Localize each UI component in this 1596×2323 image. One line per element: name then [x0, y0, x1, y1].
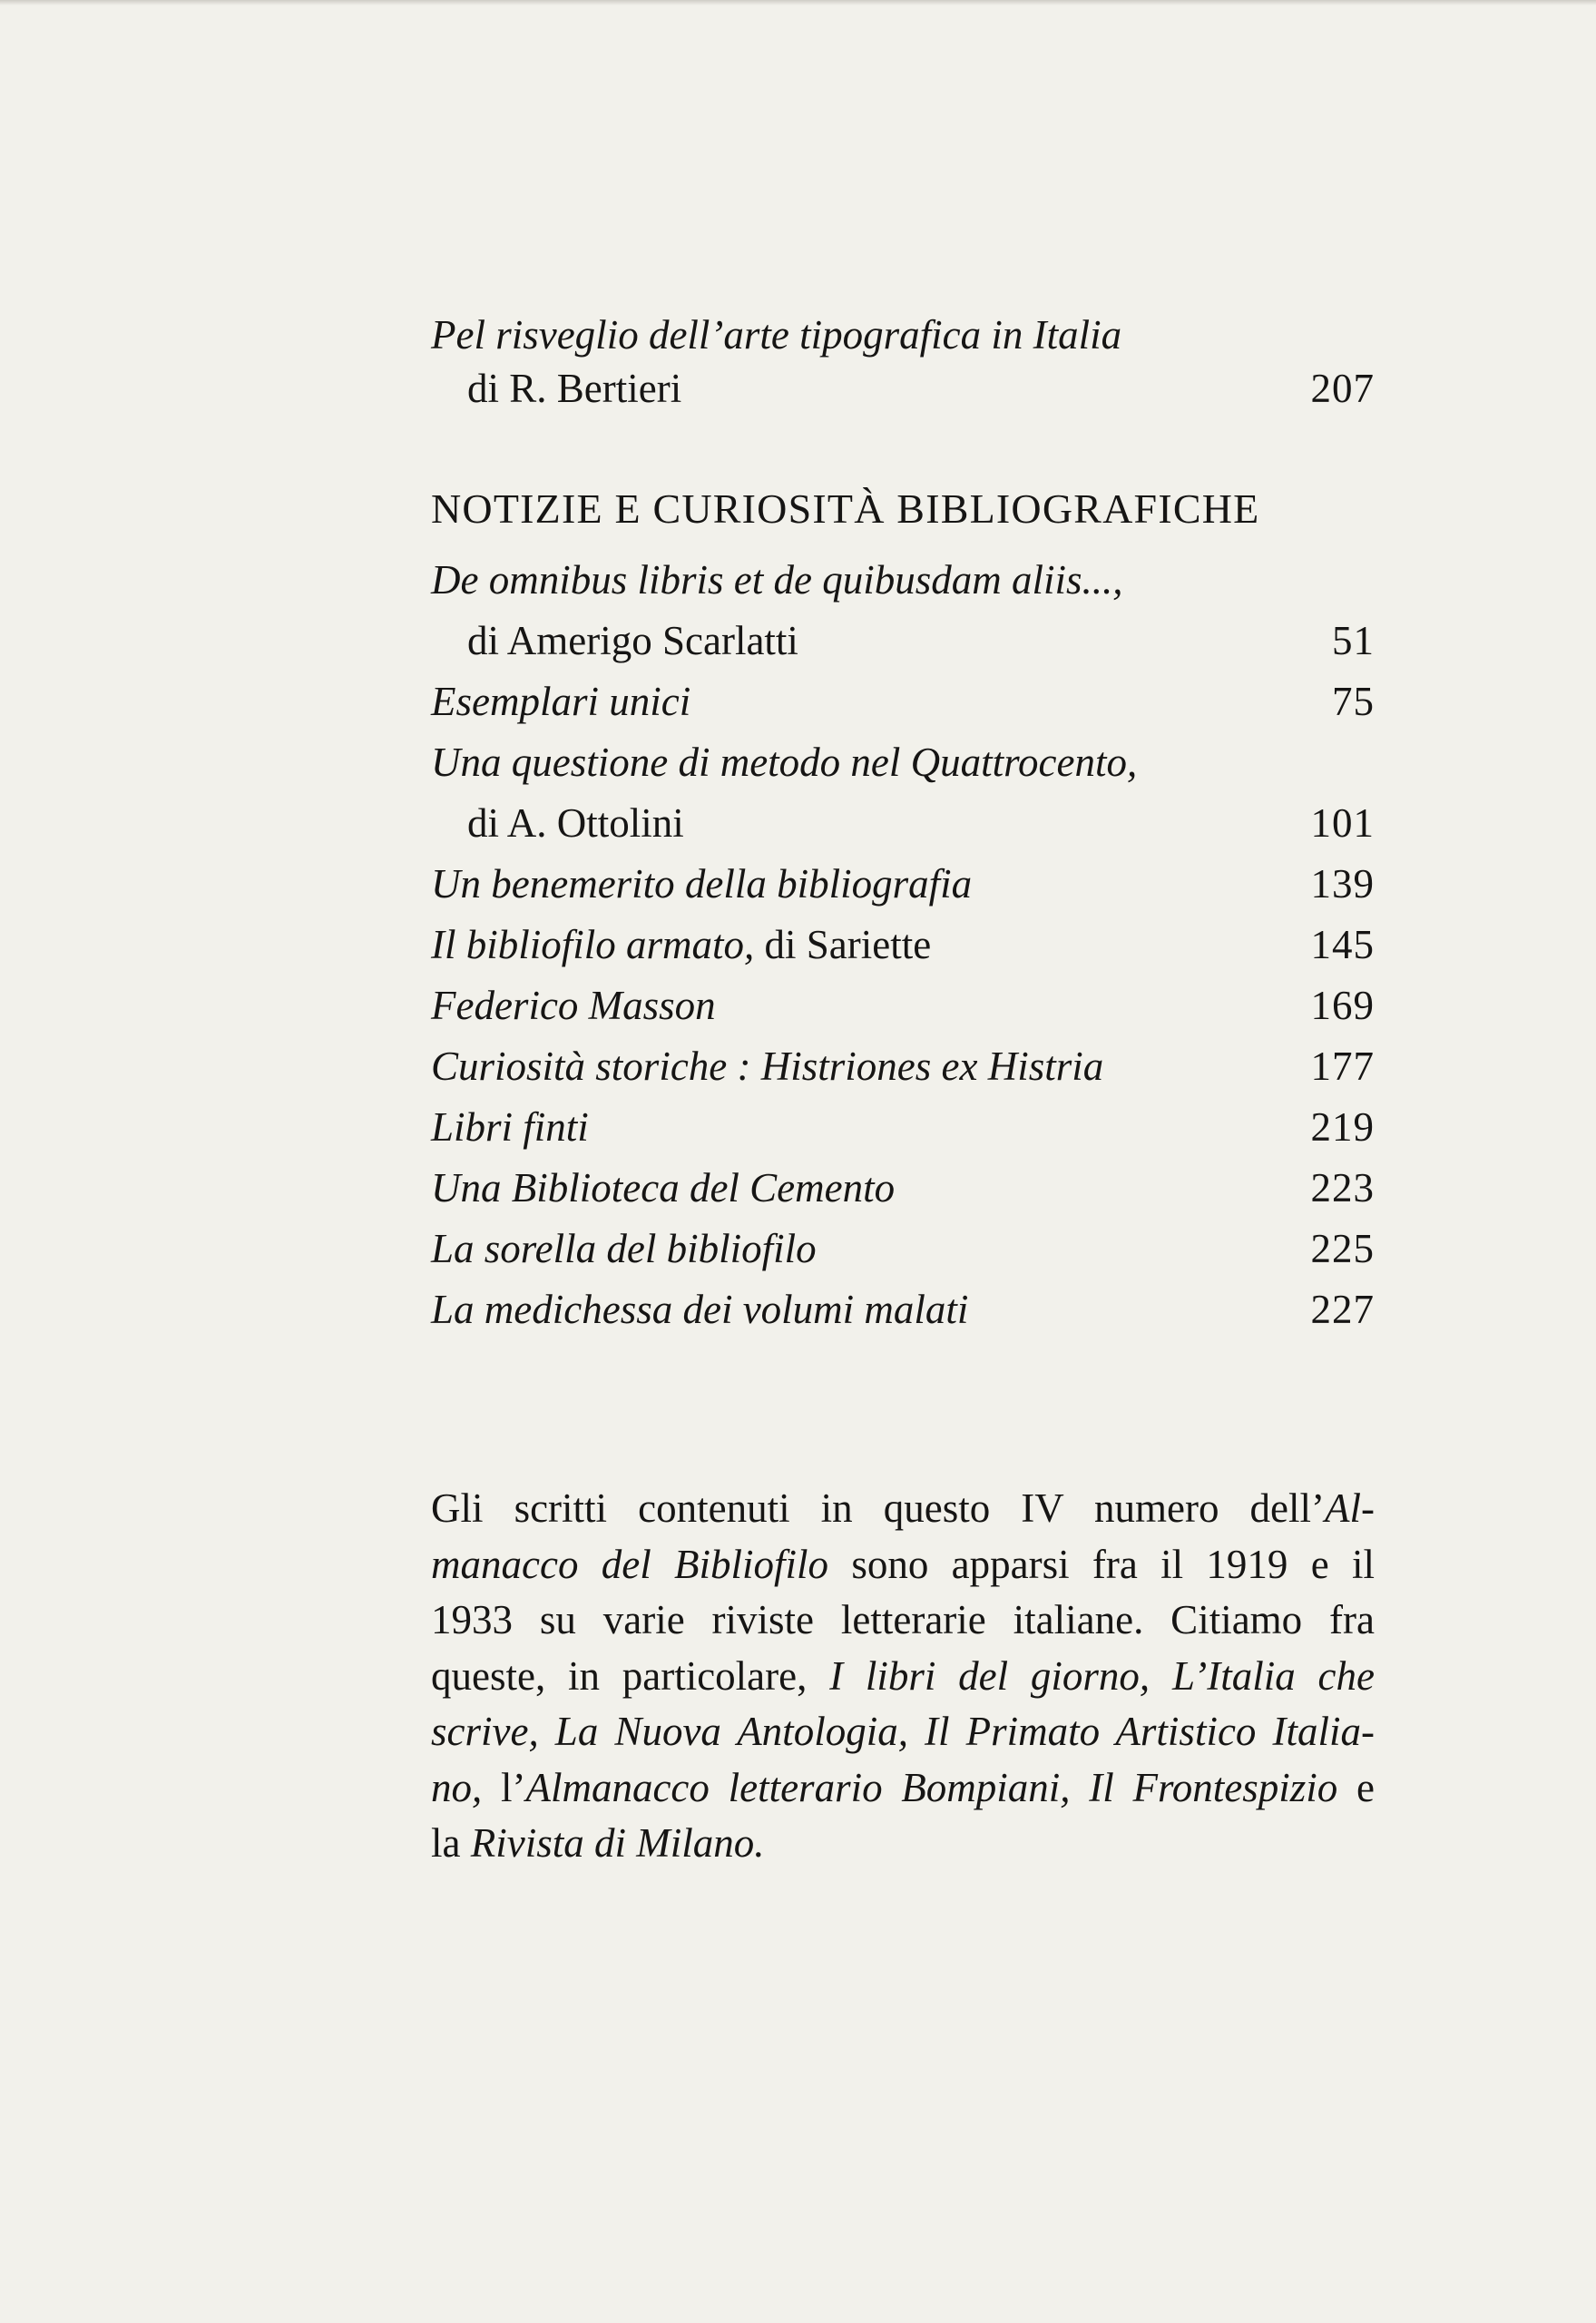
toc-entry [431, 611, 1375, 671]
toc-entry [431, 1036, 1375, 1097]
toc-entry [431, 1097, 1375, 1158]
entry-title: Libri finti [431, 1104, 589, 1150]
entry-page-number: 207 [1310, 366, 1375, 411]
entry-page-number: 139 [1310, 861, 1375, 907]
toc-entry [431, 1219, 1375, 1279]
toc-entry [431, 975, 1375, 1036]
entry-page-number: 227 [1310, 1287, 1375, 1332]
toc-entry [431, 732, 1375, 793]
toc-entry [431, 1279, 1375, 1340]
entry-author: di R. Bertieri [467, 366, 682, 411]
publication-note [431, 1481, 1375, 1872]
entry-page-number: 169 [1310, 983, 1375, 1028]
entry-title: Federico Masson [431, 983, 716, 1028]
entry-title: La medichessa dei volumi malati [431, 1287, 969, 1332]
section-heading: NOTIZIE E CURIOSITÀ BIBLIOGRAFICHE [431, 485, 1260, 532]
entry-author: di Amerigo Scarlatti [467, 618, 798, 663]
entry-page-number: 75 [1332, 679, 1375, 724]
entry-title: Una questione di metodo nel Quattrocento, [431, 740, 1138, 785]
entry-title: Un benemerito della bibliografia [431, 861, 973, 907]
entry-title-line [431, 309, 1375, 362]
entry-author: di A. Ottolini [467, 800, 684, 846]
section-entries [431, 550, 1375, 1340]
note-line: scrive, La Nuova Antologia, Il Primato Artistico Italia- [431, 1709, 1375, 1754]
toc-entry [431, 793, 1375, 854]
entry-title: De omnibus libris et de quibusdam aliis..., [431, 557, 1123, 603]
entry-title-with-author [431, 915, 931, 975]
toc-entry [431, 854, 1375, 915]
toc-entry [431, 1158, 1375, 1219]
note-line: manacco del Bibliofilo sono apparsi fra il 1919 e il [431, 1541, 1376, 1587]
entry-page-number: 225 [1310, 1226, 1375, 1271]
entry-title: Esemplari unici [431, 679, 691, 724]
entry-author-line [431, 362, 1375, 416]
entry-page-number: 101 [1310, 800, 1375, 846]
toc-entry [431, 671, 1375, 732]
entry-title: Curiosità storiche : Histriones ex Histria [431, 1044, 1104, 1089]
entry-page-number: 177 [1310, 1044, 1375, 1089]
entry-title: La sorella del bibliofilo [431, 1226, 817, 1271]
toc-entry [431, 550, 1375, 611]
entry-page-number: 51 [1332, 618, 1375, 663]
entry-title: Il bibliofilo armato, [431, 922, 755, 967]
top-entry [431, 309, 1375, 416]
page-top-edge [0, 0, 1596, 5]
entry-author: di Sariette [754, 922, 932, 967]
toc-entry [431, 915, 1375, 975]
contents-column [431, 309, 1375, 1872]
note-line: no, l’Almanacco letterario Bompiani, Il Frontespizio e [431, 1764, 1375, 1810]
note-line: Gli scritti contenuti in questo IV numero dell’Al- [431, 1485, 1375, 1531]
note-line: 1933 su varie riviste letterarie italiane. Citiamo fra [431, 1597, 1375, 1642]
entry-page-number: 219 [1310, 1104, 1375, 1150]
entry-page-number: 223 [1310, 1165, 1375, 1211]
note-line: la Rivista di Milano. [431, 1820, 765, 1866]
entry-title: Pel risveglio dell’arte tipografica in Italia [431, 312, 1122, 358]
entry-title: Una Biblioteca del Cemento [431, 1165, 896, 1211]
entry-page-number: 145 [1310, 922, 1375, 967]
note-line: queste, in particolare, I libri del giorno, L’Italia che [431, 1652, 1375, 1699]
